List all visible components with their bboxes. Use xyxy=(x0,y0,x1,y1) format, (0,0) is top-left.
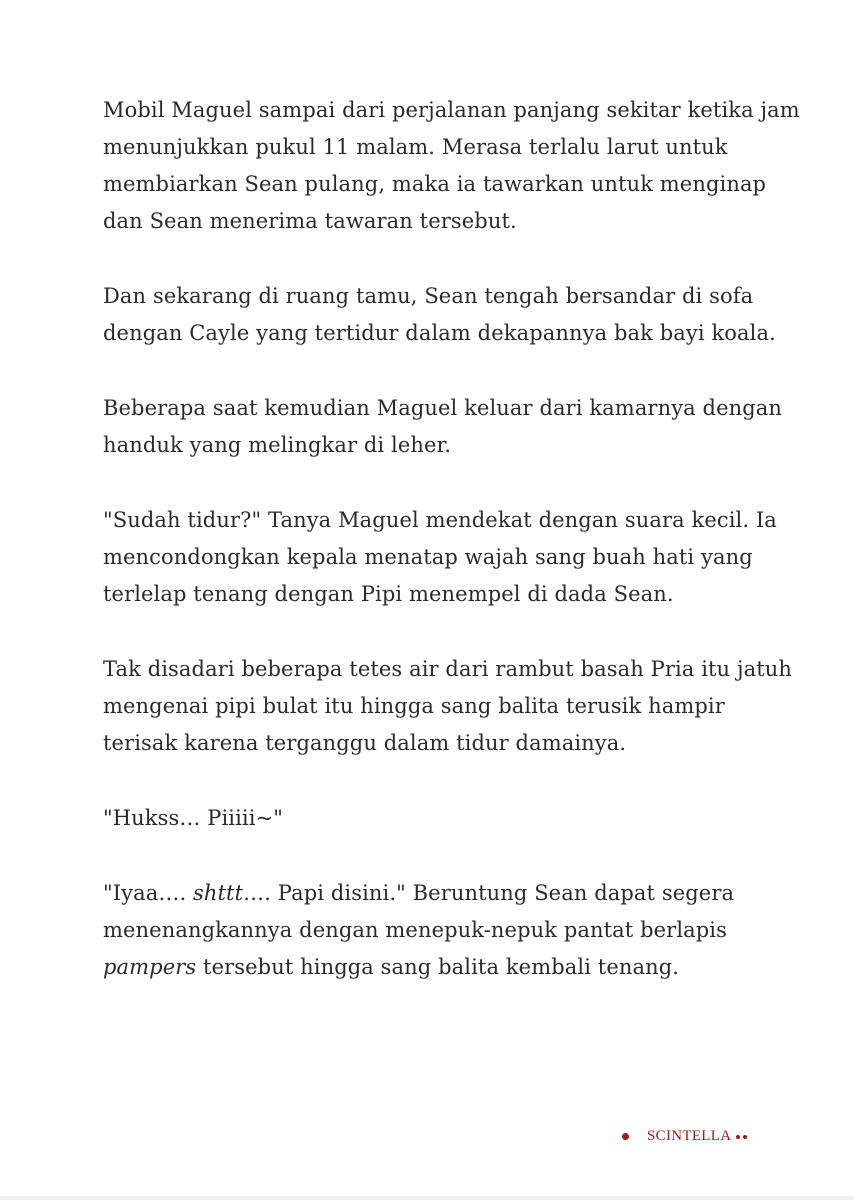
paragraph xyxy=(103,278,803,352)
footer-brand xyxy=(622,1128,747,1145)
text-run: Dan sekarang di ruang tamu, Sean tengah bersandar di sofa dengan Cayle yang tertidur dalam dekapannya bak bayi koala. xyxy=(103,284,776,345)
italic-text: shttt xyxy=(193,881,244,905)
text-run: "Sudah tidur?" Tanya Maguel mendekat dengan suara kecil. Ia mencondongkan kepala menatap wajah sang buah hati yang terlelap tenang dengan Pipi menempel di dada Sean. xyxy=(103,508,777,606)
text-run: "Iyaa…. xyxy=(103,881,194,905)
trailing-dots-icon xyxy=(736,1135,747,1139)
text-run: "Hukss… Piiiii~" xyxy=(103,806,284,830)
text-run: Mobil Maguel sampai dari perjalanan panjang sekitar ketika jam menunjukkan pukul 11 malam. Merasa terlalu larut untuk membiarkan Sean pulang, maka ia tawarkan untuk menginap dan Sean menerima tawaran tersebut. xyxy=(103,98,800,233)
text-run: Tak disadari beberapa tetes air dari rambut basah Pria itu jatuh mengenai pipi bulat itu hingga sang balita terusik hampir terisak karena terganggu dalam tidur damainya. xyxy=(103,657,792,755)
paragraph xyxy=(103,390,803,464)
story-text xyxy=(103,92,803,1024)
bullet-dot-icon xyxy=(622,1133,629,1140)
paragraph xyxy=(103,800,803,837)
page-bottom-edge xyxy=(0,1196,854,1200)
italic-text: pampers xyxy=(103,955,197,979)
paragraph xyxy=(103,875,803,986)
paragraph xyxy=(103,92,803,240)
brand-name: SCINTELLA xyxy=(647,1128,732,1144)
paragraph xyxy=(103,651,803,762)
paragraph xyxy=(103,502,803,613)
text-run: Beberapa saat kemudian Maguel keluar dari kamarnya dengan handuk yang melingkar di leher. xyxy=(103,396,783,457)
text-run: tersebut hingga sang balita kembali tenang. xyxy=(196,955,680,979)
text-run: …. Papi disini." Beruntung Sean dapat segera menenangkannya dengan menepuk-nepuk pantat berlapis xyxy=(103,881,735,942)
